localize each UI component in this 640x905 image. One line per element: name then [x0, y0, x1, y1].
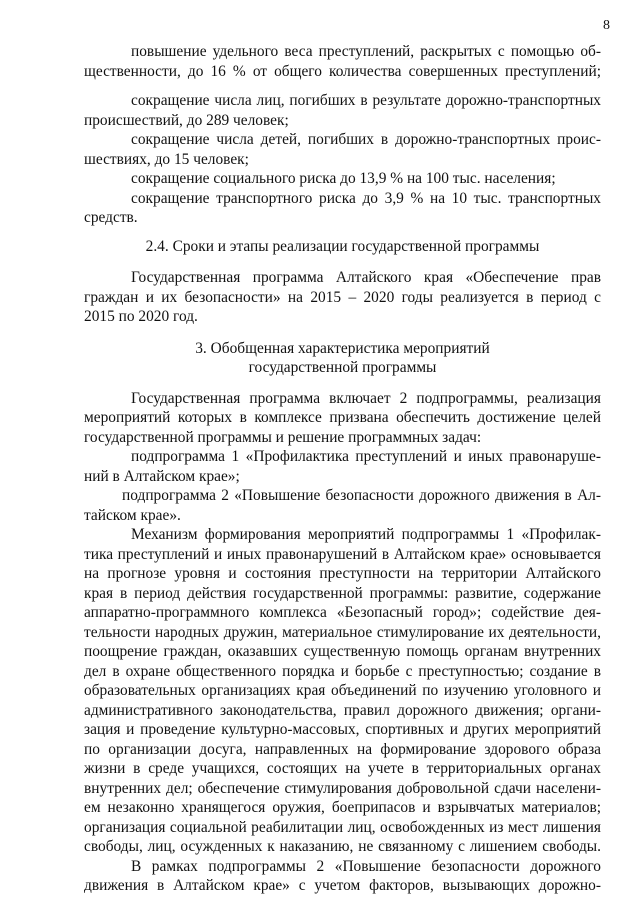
paragraph-line: административного законодательства, правил дорожного движения; органи-	[84, 702, 601, 719]
paragraph-line: свободы, лиц, осужденных к наказанию, не связанному с лишением свободы.	[84, 838, 601, 855]
paragraph-line: граждан и их безопасности» на 2015 – 2020 годы реализуется в период с	[84, 289, 601, 306]
paragraph-line: дел в охране общественного порядка и борьбе с преступностью; создание в	[84, 663, 601, 680]
paragraph-line: Государственная программа включает 2 подпрограммы, реализация	[131, 390, 601, 407]
paragraph-line: В рамках подпрограммы 2 «Повышение безопасности дорожного	[131, 858, 601, 875]
paragraph-line: Государственная программа Алтайского края «Обеспечение прав	[131, 269, 601, 286]
paragraph-line: поощрение граждан, оказавших существенную помощь органам внутренних	[84, 643, 601, 660]
paragraph-line: движения в Алтайском крае» с учетом факторов, вызывающих дорожно-	[84, 877, 601, 894]
paragraph-line: мероприятий которых в комплексе призвана обеспечить достижение целей	[84, 409, 601, 426]
target-line: происшествий, до 289 человек;	[84, 112, 289, 129]
paragraph-line: внутренних дел; обеспечение стимулирования добровольной сдачи населени-	[84, 780, 601, 797]
section-heading-2-4: 2.4. Сроки и этапы реализации государственной программы	[145, 238, 540, 255]
target-line: повышение удельного веса преступлений, раскрытых с помощью об-	[131, 43, 601, 60]
paragraph-line: зация и проведение культурно-массовых, спортивных и других мероприятий	[84, 721, 601, 738]
paragraph-line: жизни в среде учащихся, состоящих на учете в территориальных органах	[84, 760, 601, 777]
paragraph-line: образовательных организациях края объединений по изучению уголовного и	[84, 682, 601, 699]
paragraph-line: организация социальной реабилитации лиц, освобожденных из мест лишения	[84, 819, 601, 836]
target-line: сокращение транспортного риска до 3,9 % на 10 тыс. транспортных	[131, 190, 601, 207]
paragraph-line: тельности народных дружин, материальное стимулирование их деятельности,	[84, 624, 601, 641]
page-number: 8	[603, 18, 610, 33]
subprogram-1-line: ний в Алтайском крае»;	[84, 468, 240, 485]
paragraph-line: ем незаконно хранящегося оружия, боеприпасов и взрывчатых материалов;	[84, 799, 601, 816]
target-line: шествиях, до 15 человек;	[84, 151, 249, 168]
section-heading-3-cont: государственной программы	[248, 359, 437, 376]
target-line: сокращение числа детей, погибших в дорожно-транспортных проис-	[131, 131, 601, 148]
section-heading-3: 3. Обобщенная характеристика мероприятий	[195, 340, 490, 357]
target-line: сокращение числа лиц, погибших в результате дорожно-транспортных	[131, 92, 601, 109]
subprogram-1-line: подпрограмма 1 «Профилактика преступлений и иных правонаруше-	[131, 448, 601, 465]
paragraph-line: государственной программы и решение программных задач:	[84, 429, 482, 446]
paragraph-line: края в период действия государственной программы: развитие, содержание	[84, 585, 601, 602]
subprogram-2-line: тайском крае».	[84, 507, 181, 524]
paragraph-line: по организации досуга, направленных на формирование здорового образа	[84, 741, 601, 758]
target-line: средств.	[84, 209, 138, 226]
paragraph-line: 2015 по 2020 год.	[84, 308, 198, 325]
target-line: щественности, до 16 % от общего количества совершенных преступлений;	[84, 63, 601, 80]
paragraph-line: Механизм формирования мероприятий подпрограммы 1 «Профилак-	[131, 526, 601, 543]
paragraph-line: на прогнозе уровня и состояния преступности на территории Алтайского	[84, 565, 601, 582]
subprogram-2-line: подпрограмма 2 «Повышение безопасности дорожного движения в Ал-	[122, 487, 601, 504]
target-line: сокращение социального риска до 13,9 % на 100 тыс. населения;	[131, 170, 556, 187]
paragraph-line: аппаратно-программного комплекса «Безопасный город»; содействие дея-	[84, 604, 601, 621]
paragraph-line: тика преступлений и иных правонарушений в Алтайском крае» основывается	[84, 546, 601, 563]
